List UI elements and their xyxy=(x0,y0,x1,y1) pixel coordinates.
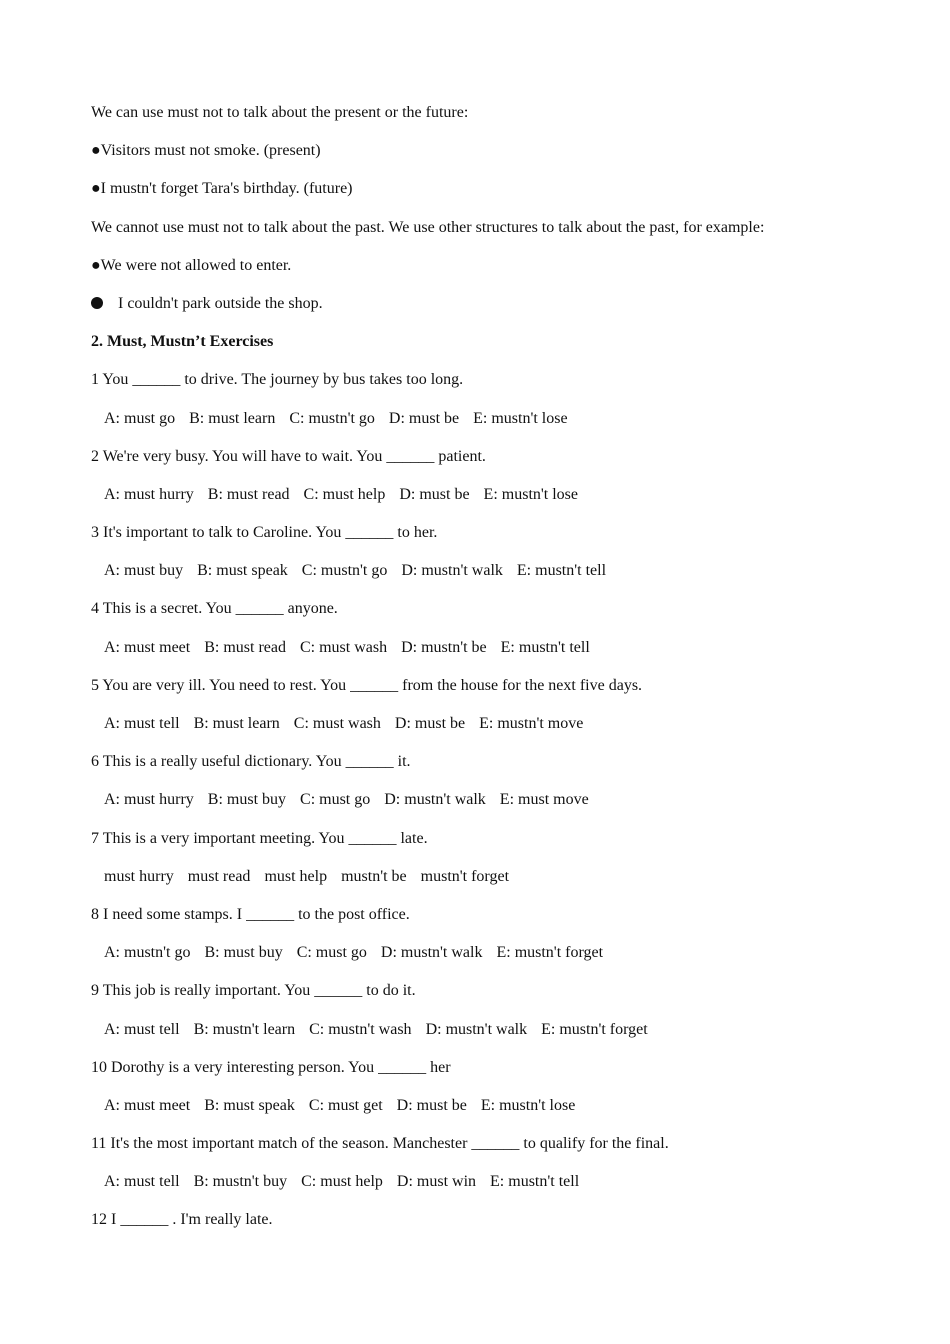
answer-option: C: mustn't go xyxy=(301,562,388,580)
example-past-2-text: I couldn't park outside the shop. xyxy=(118,294,323,312)
question-text: 4 This is a secret. You ______ anyone. xyxy=(91,600,338,618)
example-past-2 xyxy=(91,293,891,331)
answer-option: A: must meet xyxy=(104,638,191,656)
answer-option: B: must buy xyxy=(204,944,283,962)
answer-option: must help xyxy=(264,867,328,885)
answer-option: C: mustn't wash xyxy=(309,1020,412,1038)
question-text: 10 Dorothy is a very interesting person. You ______ her xyxy=(91,1058,451,1076)
answer-option: B: must read xyxy=(207,485,290,503)
question-options xyxy=(91,713,891,751)
answer-option: A: must meet xyxy=(104,1096,191,1114)
answer-option: B: mustn't buy xyxy=(193,1173,288,1191)
question-text: 9 This job is really important. You ______ to do it. xyxy=(91,982,416,1000)
question-text: 1 You ______ to drive. The journey by bus takes too long. xyxy=(91,371,464,389)
answer-option: D: must be xyxy=(396,1096,467,1114)
question-text: 12 I ______ . I'm really late. xyxy=(91,1211,273,1229)
answer-option: A: mustn't go xyxy=(104,944,191,962)
answer-option: must hurry xyxy=(104,867,174,885)
question-options xyxy=(91,789,891,827)
answer-option: B: must learn xyxy=(189,409,276,427)
answer-option: D: must win xyxy=(396,1173,477,1191)
answer-option: E: mustn't lose xyxy=(483,485,578,503)
answer-option: D: mustn't walk xyxy=(425,1020,528,1038)
bullet-icon xyxy=(91,297,103,309)
question-text: 5 You are very ill. You need to rest. You ______ from the house for the next five days. xyxy=(91,676,643,694)
answer-option: B: must speak xyxy=(197,562,288,580)
answer-option: E: mustn't lose xyxy=(473,409,568,427)
answer-option: A: must go xyxy=(104,409,176,427)
answer-option: C: must wash xyxy=(293,715,381,732)
answer-option: A: must buy xyxy=(104,562,184,580)
answer-option: D: must be xyxy=(394,715,466,732)
answer-option: D: must be xyxy=(399,485,470,503)
example-present: ●Visitors must not smoke. (present) xyxy=(91,142,321,160)
answer-option: B: must buy xyxy=(207,791,287,809)
answer-option: E: mustn't lose xyxy=(480,1096,576,1114)
answer-option: C: must get xyxy=(308,1096,383,1114)
answer-option: B: mustn't learn xyxy=(193,1020,296,1038)
question-options xyxy=(91,637,891,675)
answer-option: E: mustn't tell xyxy=(516,562,607,580)
answer-option: D: must be xyxy=(388,409,460,427)
answer-option: B: must speak xyxy=(204,1096,295,1114)
question-text: 7 This is a very important meeting. You ______ late. xyxy=(91,829,428,847)
example-future: ●I mustn't forget Tara's birthday. (future) xyxy=(91,180,353,198)
answer-option: C: must go xyxy=(300,791,371,809)
question-options xyxy=(91,484,891,522)
answer-option: C: must help xyxy=(303,485,386,503)
answer-option: A: must tell xyxy=(104,1020,180,1038)
section-title: 2. Must, Mustn’t Exercises xyxy=(91,333,274,351)
answer-option: C: must wash xyxy=(299,638,388,656)
question-text: 6 This is a really useful dictionary. You ______ it. xyxy=(91,753,411,771)
question-options xyxy=(91,1019,891,1057)
answer-option: D: mustn't walk xyxy=(384,791,486,809)
question-text: 3 It's important to talk to Caroline. You ______ to her. xyxy=(91,524,438,542)
answer-option: D: mustn't be xyxy=(401,638,487,656)
answer-option: B: must learn xyxy=(193,715,280,732)
intro-line: We can use must not to talk about the present or the future: xyxy=(91,104,469,121)
answer-option: C: must go xyxy=(296,944,367,962)
question-options xyxy=(91,1171,891,1209)
question-options xyxy=(91,408,891,446)
answer-option: A: must hurry xyxy=(104,485,194,503)
answer-option: E: mustn't forget xyxy=(541,1020,648,1038)
question-text: 2 We're very busy. You will have to wait. You ______ patient. xyxy=(91,447,486,465)
answer-option: A: must tell xyxy=(104,1173,180,1191)
answer-option: C: mustn't go xyxy=(289,409,375,427)
answer-option: A: must tell xyxy=(104,715,180,732)
question-text: 8 I need some stamps. I ______ to the post office. xyxy=(91,905,410,923)
answer-option: B: must read xyxy=(204,638,286,656)
question-options xyxy=(91,942,891,980)
answer-option: D: mustn't walk xyxy=(380,944,483,962)
question-options xyxy=(91,866,891,904)
question-options xyxy=(91,560,891,598)
example-past-1: ●We were not allowed to enter. xyxy=(91,256,292,274)
answer-option: E: mustn't tell xyxy=(500,638,590,656)
answer-option: D: mustn't walk xyxy=(401,562,503,580)
answer-option: E: mustn't tell xyxy=(490,1173,580,1191)
answer-option: mustn't be xyxy=(341,867,407,885)
answer-option: E: must move xyxy=(499,791,589,809)
answer-option: A: must hurry xyxy=(104,791,194,809)
question-text: 11 It's the most important match of the season. Manchester ______ to qualify for the final. xyxy=(91,1135,669,1153)
answer-option: must read xyxy=(187,867,251,885)
past-note: We cannot use must not to talk about the past. We use other structures to talk about the past, for example: xyxy=(91,218,765,236)
answer-option: E: mustn't move xyxy=(479,715,584,732)
question-list xyxy=(91,369,891,1247)
question-options xyxy=(91,1095,891,1133)
answer-option: mustn't forget xyxy=(420,867,510,885)
answer-option: E: mustn't forget xyxy=(496,944,604,962)
document-page xyxy=(91,102,891,1248)
answer-option: C: must help xyxy=(301,1173,383,1191)
